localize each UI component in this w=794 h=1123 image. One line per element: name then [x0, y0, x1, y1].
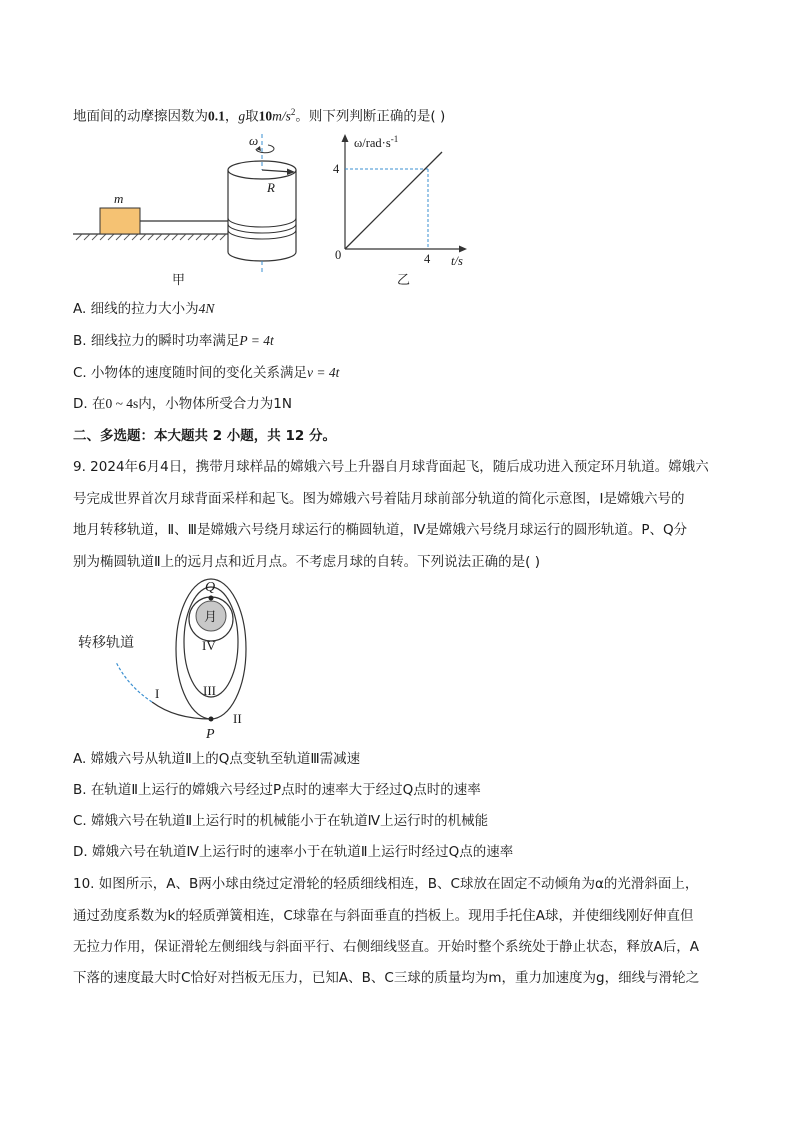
block-m-label: m	[114, 191, 124, 206]
q9-line-3: 地月转移轨道，Ⅱ、Ⅲ是嫦娥六号绕月球运行的椭圆轨道，Ⅳ是嫦娥六号绕月球运行的圆形轨道。P、Q分	[73, 522, 688, 538]
origin-label: 0	[335, 248, 342, 262]
q8-intro-sep: ，	[224, 108, 239, 125]
label-p: P	[206, 727, 215, 742]
transfer-dashed	[116, 662, 152, 702]
caption-yi: 乙	[397, 272, 411, 287]
q9-option-b: B. 在轨道Ⅱ上运行的嫦娥六号经过P点时的速率大于经过Q点时的速率	[73, 782, 481, 798]
q8-option-a	[73, 300, 214, 318]
caption-jia: 甲	[172, 272, 186, 287]
label-iii: III	[203, 683, 216, 698]
label-iv: IV	[202, 638, 216, 653]
q10-line-2: 通过劲度系数为k的轻质弹簧相连，C球靠在与斜面垂直的挡板上。现用手托住A球，并使细线刚好伸直但	[73, 908, 694, 924]
option-d-tail: 内，小物体所受合力为1N	[138, 396, 292, 412]
moon-label: 月	[204, 609, 218, 624]
option-c-label: C.	[73, 365, 87, 381]
option-c-text: 小物体的速度随时间的变化关系满足	[91, 365, 308, 381]
option-b-math: P = 4t	[239, 333, 274, 348]
q10-line-3: 无拉力作用，保证滑轮左侧细线与斜面平行、右侧细线竖直。开始时整个系统处于静止状态，释放A后，A	[73, 939, 699, 955]
option-a-label: A.	[73, 301, 87, 317]
option-c-math: v = 4t	[307, 365, 340, 380]
option-b-text: 细线拉力的瞬时功率满足	[90, 333, 240, 349]
cylinder-body	[228, 170, 296, 261]
option-d-math: 0 ~ 4s	[105, 396, 139, 411]
q9-option-d: D. 嫦娥六号在轨道Ⅳ上运行时的速率小于在轨道Ⅱ上运行时经过Q点的速率	[73, 844, 514, 860]
option-a-math: 4N	[198, 301, 215, 316]
transfer-label: 转移轨道	[78, 636, 134, 651]
point-q	[209, 596, 214, 601]
q9-option-a: A. 嫦娥六号从轨道Ⅱ上的Q点变轨至轨道Ⅲ需减速	[73, 751, 361, 767]
section-title: 二、多选题：本大题共 2 小题，共 12 分。	[73, 428, 336, 444]
y-axis-label: $\omega/rad\cdot s^{-1}$	[354, 134, 399, 150]
q8-option-d	[73, 395, 292, 413]
figure-orbits	[70, 574, 270, 746]
ground-hatch	[76, 234, 242, 240]
omega-label: ω	[249, 133, 259, 148]
x-axis-arrow	[459, 246, 467, 253]
g-unit-exp: 2	[290, 107, 296, 117]
y-tick-4: 4	[333, 162, 340, 176]
label-i: I	[155, 686, 160, 701]
g-value: 10	[258, 108, 273, 124]
g-symbol: g	[238, 108, 246, 124]
y-axis-arrow	[342, 134, 349, 142]
figure-yi	[330, 132, 475, 290]
x-axis-label: t/s	[451, 254, 463, 268]
block-m	[100, 208, 140, 234]
x-tick-4: 4	[424, 252, 431, 266]
option-b-label: B.	[73, 333, 87, 349]
figure-jia	[70, 132, 310, 290]
q8-option-c	[73, 364, 339, 382]
q9-line-1: 9. 2024年6月4日，携带月球样品的嫦娥六号上升器自月球背面起飞，随后成功进入预定环月轨道。嫦娥六	[73, 459, 709, 475]
omega-t-line	[345, 152, 442, 249]
g-unit: m/s	[272, 108, 291, 124]
mu-value: 0.1	[208, 108, 225, 124]
q8-option-b	[73, 332, 274, 350]
q9-option-c: C. 嫦娥六号在轨道Ⅱ上运行时的机械能小于在轨道Ⅳ上运行时的机械能	[73, 813, 489, 829]
option-a-text: 细线的拉力大小为	[90, 301, 199, 317]
q10-line-1: 10. 如图所示，A、B两小球由绕过定滑轮的轻质细线相连，B、C球放在固定不动倾角为α的光滑斜面上，	[73, 876, 699, 892]
q8-intro-take: 取	[245, 108, 259, 125]
q8-intro-post: 。则下列判断正确的是( )	[295, 108, 446, 125]
label-q: Q	[205, 580, 216, 595]
option-d-label: D.	[73, 396, 88, 412]
q8-intro	[73, 103, 445, 126]
q9-line-2: 号完成世界首次月球背面采样和起飞。图为嫦娥六号着陆月球前部分轨道的简化示意图，Ⅰ是嫦娥六号的	[73, 491, 685, 507]
label-ii: II	[233, 711, 242, 726]
option-d-text: 在	[91, 396, 106, 412]
radius-label: R	[267, 180, 275, 195]
q9-line-4: 别为椭圆轨道Ⅱ上的远月点和近月点。不考虑月球的自转。下列说法正确的是( )	[73, 554, 540, 570]
q8-intro-text: 地面间的动摩擦因数为	[73, 108, 208, 125]
q10-line-4: 下落的速度最大时C恰好对挡板无压力，已知A、B、C三球的质量均为m，重力加速度为g，细线与滑轮之	[73, 970, 700, 986]
